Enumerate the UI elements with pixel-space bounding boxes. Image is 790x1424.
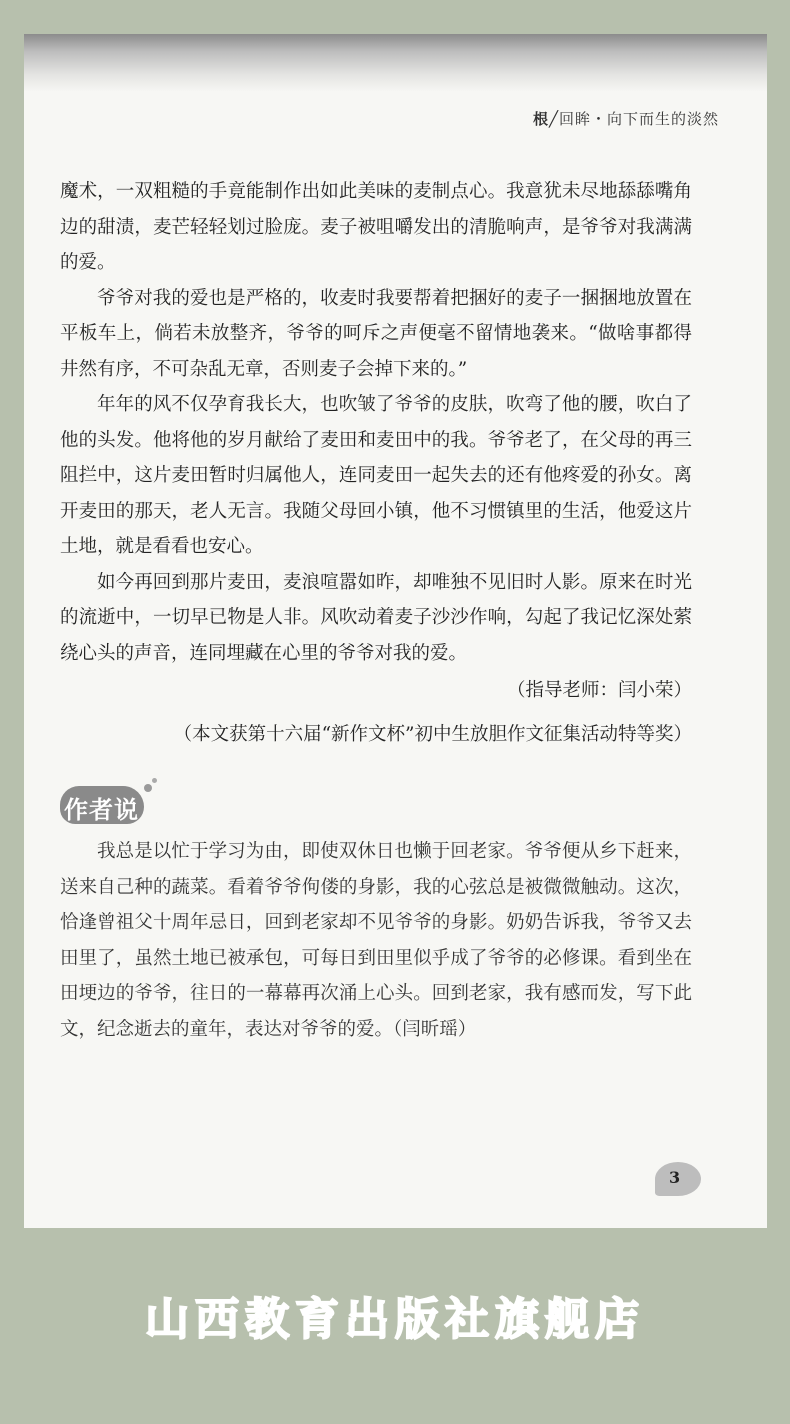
scan-shadow xyxy=(24,34,767,92)
store-banner: 山西教育出版社旗舰店 xyxy=(145,1294,645,1345)
header-title-bold: 根 xyxy=(532,110,549,128)
teacher-credit: （指导老师：闫小荣） xyxy=(506,680,692,701)
essay-paragraph: 年年的风不仅孕育我长大，也吹皱了爷爷的皮肤，吹弯了他的腰，吹白了他的头发。他将他的岁月献给了麦田和麦田中的我。爷爷老了，在父母的再三阻拦中，这片麦田暂时归属他人，连同麦田一起失去的还有他疼爱的孙女。离开麦田的那天，老人无言。我随父母回小镇，他不习惯镇里的生活，他爱这片土地，就是看看也安心。 xyxy=(60,394,692,557)
header-title-rest: ╱回眸・向下而生的淡然 xyxy=(548,110,719,128)
page-number: 3 xyxy=(669,1168,681,1187)
running-header xyxy=(533,108,719,129)
author-paragraph: 我总是以忙于学习为由，即使双休日也懒于回老家。爷爷便从乡下赶来，送来自己种的蔬菜。看着爷爷佝偻的身影，我的心弦总是被微微触动。这次，恰逢曾祖父十周年忌日，回到老家却不见爷爷的身影。奶奶告诉我，爷爷又去田里了，虽然土地已被承包，可每日到田里似乎成了爷爷的必修课。看到坐在田埂边的爷爷，往日的一幕幕再次涌上心头。回到老家，我有感而发，写下此文，纪念逝去的童年，表达对爷爷的爱。（闫昕瑶） xyxy=(60,841,692,1040)
award-note: （本文获第十六届“新作文杯”初中生放胆作文征集活动特等奖） xyxy=(173,723,692,745)
page-number-badge xyxy=(655,1162,701,1196)
essay-paragraph: 如今再回到那片麦田，麦浪喧嚣如昨，却唯独不见旧时人影。原来在时光的流逝中，一切早已物是人非。风吹动着麦子沙沙作响，勾起了我记忆深处萦绕心头的声音，连同埋藏在心里的爷爷对我的爱。 xyxy=(60,571,692,664)
decor-dot xyxy=(152,778,157,783)
author-statement xyxy=(60,834,692,1047)
author-section-title xyxy=(60,784,150,828)
decor-dot xyxy=(144,784,152,792)
essay-paragraph: 爷爷对我的爱也是严格的，收麦时我要帮着把捆好的麦子一捆捆地放置在平板车上，倘若未放整齐，爷爷的呵斥之声便毫不留情地袭来。“做啥事都得井然有序，不可杂乱无章，否则麦子会掉下来的。” xyxy=(60,287,692,380)
essay-paragraph: 魔术，一双粗糙的手竟能制作出如此美味的麦制点心。我意犹未尽地舔舔嘴角边的甜渍，麦芒轻轻划过脸庞。麦子被咀嚼发出的清脆响声，是爷爷对我满满的爱。 xyxy=(60,181,692,273)
author-title-label: 作者说 xyxy=(64,796,139,824)
essay-body xyxy=(60,174,692,752)
book-page xyxy=(24,34,767,1228)
